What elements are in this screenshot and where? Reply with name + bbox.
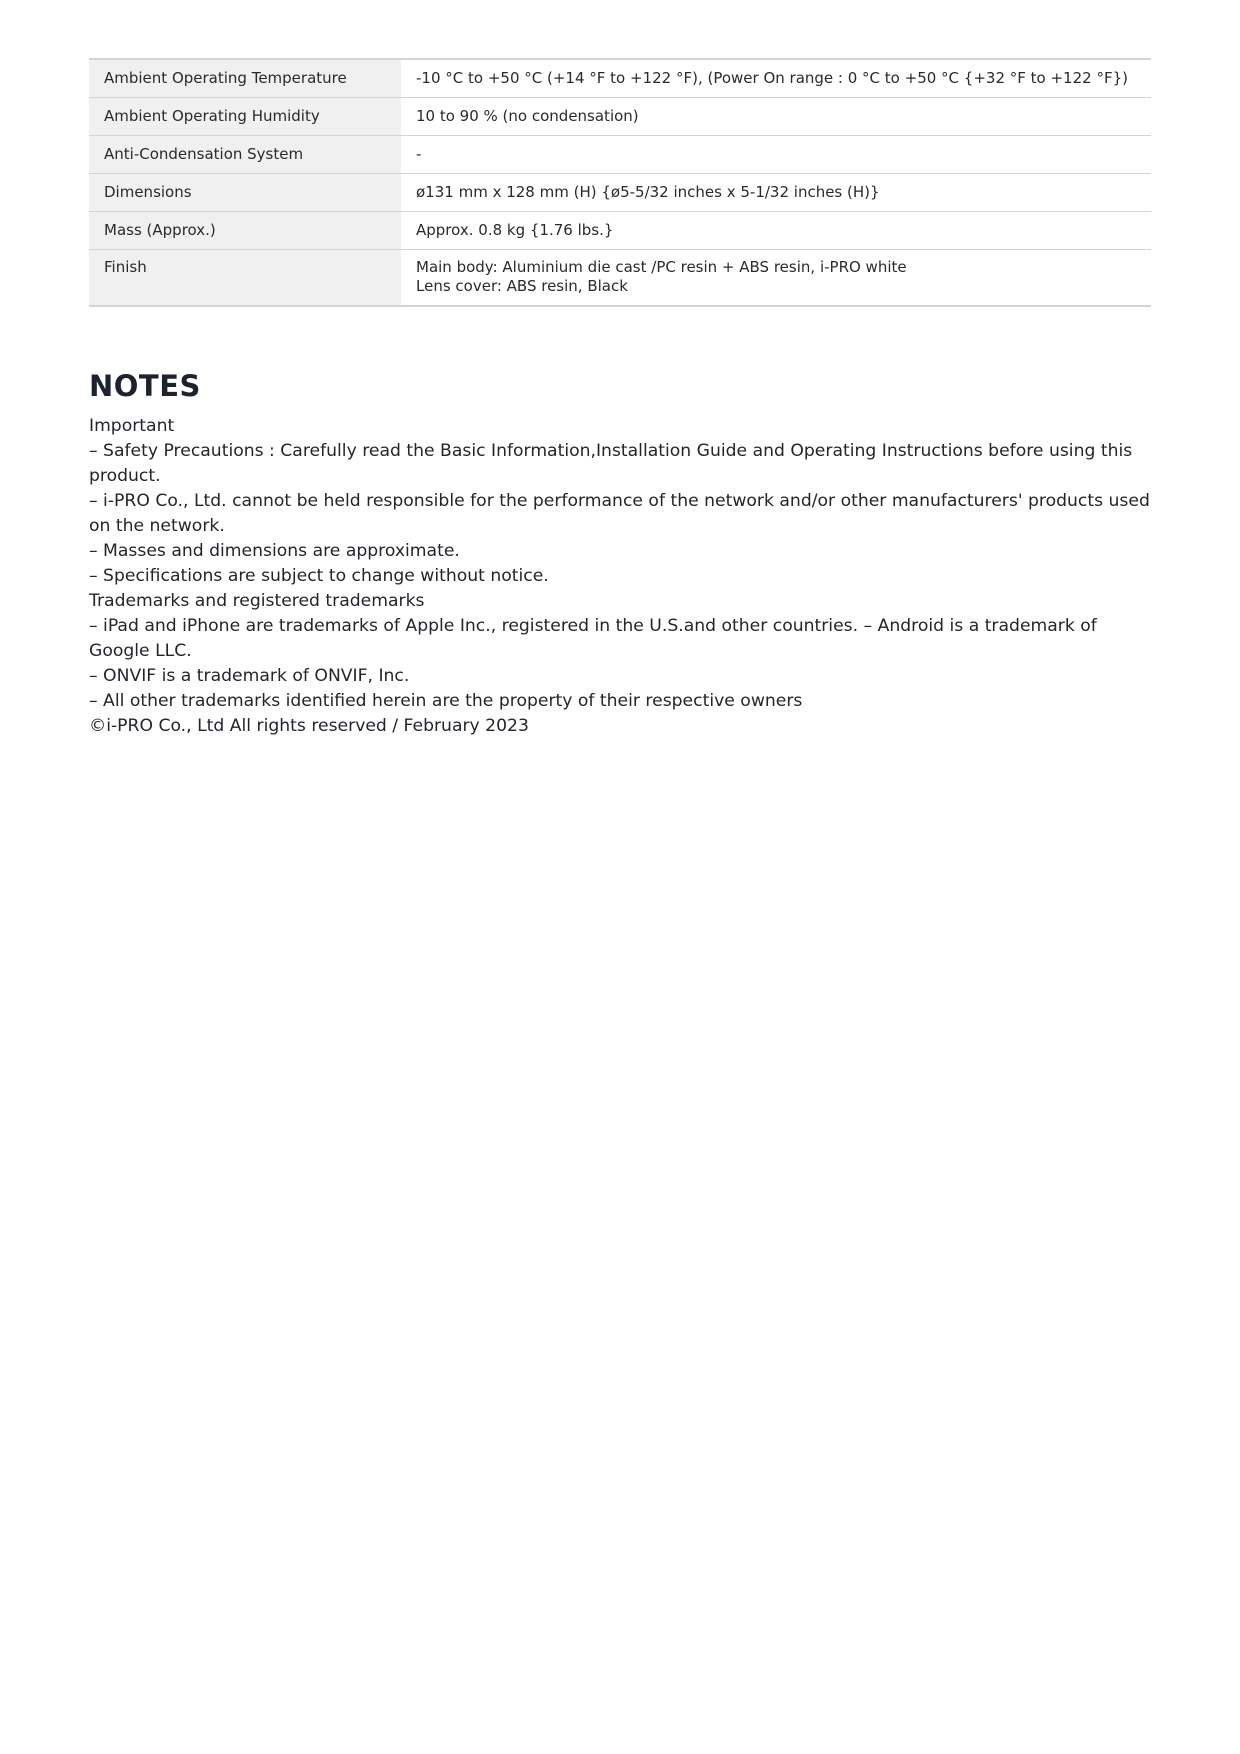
specifications-table: [89, 58, 1151, 307]
spec-value: [401, 174, 1151, 212]
spec-row-mass: [89, 212, 1151, 250]
notes-line-apple-android: – iPad and iPhone are trademarks of Apple Inc., registered in the U.S.and other countries. – Android is a trademark of Google LLC.: [89, 616, 1097, 661]
spec-value-line: Main body: Aluminium die cast /PC resin + ABS resin, i-PRO white: [416, 258, 907, 276]
spec-row-ambient-operating-humidity: [89, 98, 1151, 136]
spec-value: [401, 212, 1151, 250]
spec-value: [401, 250, 1151, 307]
spec-value-line: -: [416, 145, 422, 163]
spec-row-dimensions: [89, 174, 1151, 212]
spec-label: Ambient Operating Humidity: [89, 98, 401, 136]
notes-heading: NOTES: [89, 369, 201, 403]
notes-body: [89, 414, 1151, 739]
spec-value-line: Approx. 0.8 kg {1.76 lbs.}: [416, 221, 614, 239]
spec-value: [401, 98, 1151, 136]
spec-label: Dimensions: [89, 174, 401, 212]
spec-value: [401, 136, 1151, 174]
spec-value: [401, 59, 1151, 98]
notes-line-other-trademarks: – All other trademarks identified herein are the property of their respective owners: [89, 691, 803, 711]
spec-label: Finish: [89, 250, 401, 307]
notes-line-liability: – i-PRO Co., Ltd. cannot be held responsible for the performance of the network and/or other manufacturers' products used on the network.: [89, 491, 1150, 536]
notes-line-important: Important: [89, 416, 175, 436]
notes-line-onvif: – ONVIF is a trademark of ONVIF, Inc.: [89, 666, 410, 686]
spec-label: Ambient Operating Temperature: [89, 59, 401, 98]
spec-row-ambient-operating-temperature: [89, 59, 1151, 98]
spec-value-line: -10 °C to +50 °C (+14 °F to +122 °F), (Power On range : 0 °C to +50 °C {+32 °F to +122 °F}): [416, 69, 1128, 87]
notes-line-safety: – Safety Precautions : Carefully read the Basic Information,Installation Guide and Operating Instructions before using this product.: [89, 441, 1133, 486]
notes-line-masses: – Masses and dimensions are approximate.: [89, 541, 460, 561]
notes-line-specifications: – Specifications are subject to change without notice.: [89, 566, 549, 586]
notes-line-copyright: ©i-PRO Co., Ltd All rights reserved / February 2023: [89, 716, 529, 736]
spec-label: Mass (Approx.): [89, 212, 401, 250]
spec-value-line: ø131 mm x 128 mm (H) {ø5-5/32 inches x 5-1/32 inches (H)}: [416, 183, 880, 201]
spec-row-anti-condensation-system: [89, 136, 1151, 174]
spec-row-finish: [89, 250, 1151, 307]
document-page: [89, 58, 1151, 736]
spec-value-line: 10 to 90 % (no condensation): [416, 107, 639, 125]
spec-label: Anti-Condensation System: [89, 136, 401, 174]
notes-line-trademarks-heading: Trademarks and registered trademarks: [89, 591, 425, 611]
spec-value-line: Lens cover: ABS resin, Black: [416, 277, 628, 295]
